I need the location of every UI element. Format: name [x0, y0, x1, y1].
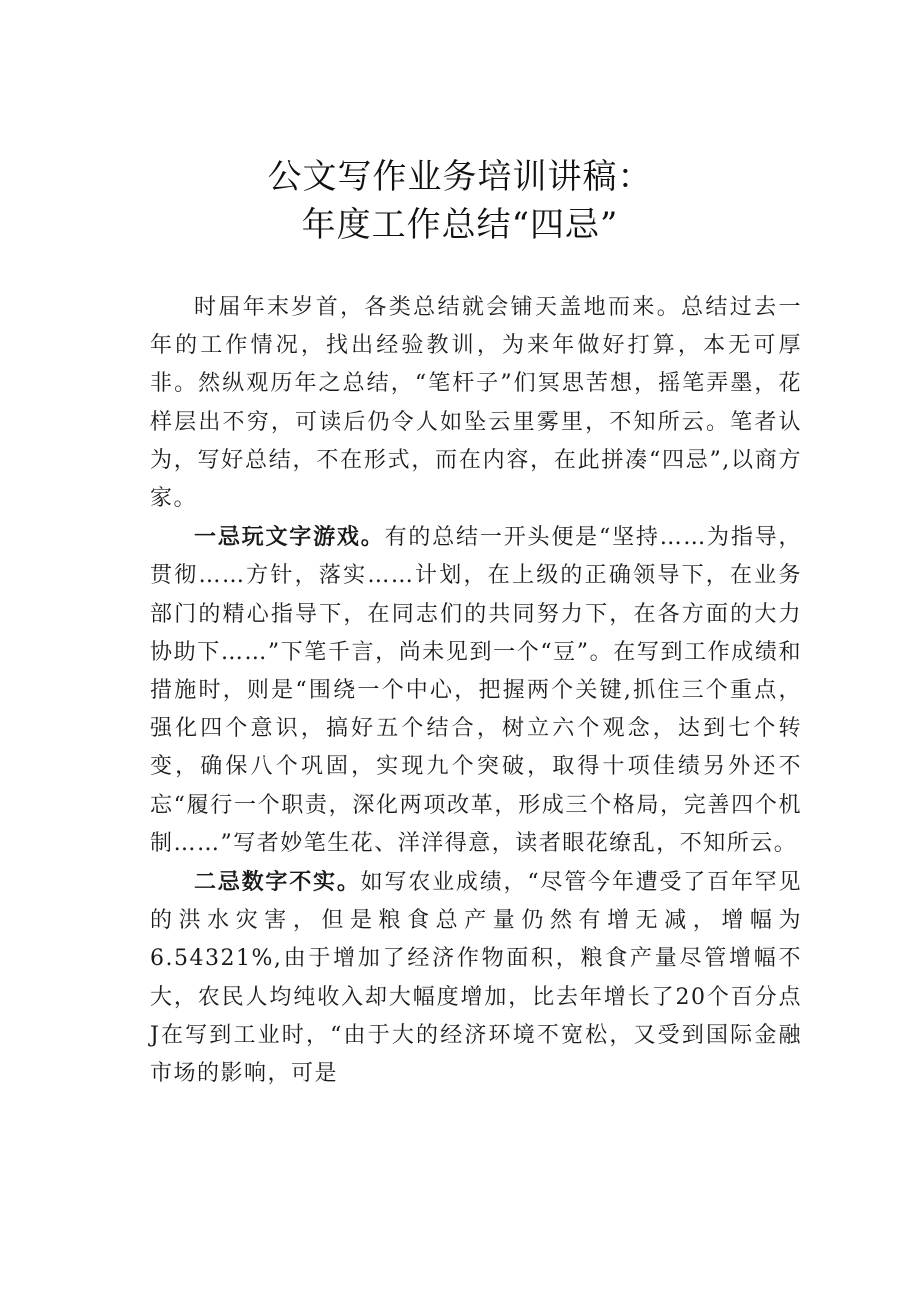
title-line-1: 公文写作业务培训讲稿： — [267, 157, 653, 197]
paragraph-lead-heading: 一忌玩文字游戏。 — [194, 524, 385, 551]
paragraph-text: 有的总结一开头便是“坚持……为指导，贯彻……方针，落实……计划，在上级的正确领导下，在业务部门的精心指导下，在同志们的共同努力下，在各方面的大力协助下……”下笔千言，尚未见到一个“豆”。在写到工作成绩和措施时，则是“围绕一个中心，把握两个关键,抓住三个重点，强化四个意识，搞好五个结合，树立六个观念，达到七个转变，确保八个巩固，实现九个突破，取得十项佳绩另外还不忘“履行一个职责，深化两项改革，形成三个格局，完善四个机制……”写者妙笔生花、洋洋得意，读者眼花缭乱，不知所云。 — [150, 525, 802, 856]
paragraph-text: 如写农业成绩，“尽管今年遭受了百年罕见的洪水灾害，但是粮食总产量仍然有增无减，增幅为6.54321%,由于增加了经济作物面积，粮食产量尽管增幅不大，农民人均纯收入却大幅度增加，比去年增长了20个百分点J在写到工业时，“由于大的经济环境不宽松，又受到国际金融市场的影响，可是 — [150, 870, 802, 1087]
paragraph-taboo-2 — [150, 863, 802, 1093]
paragraph-lead-heading: 二忌数字不实。 — [194, 869, 361, 896]
paragraph-text: 时届年末岁首，各类总结就会铺天盖地而来。总结过去一年的工作情况，找出经验教训，为来年做好打算，本无可厚非。然纵观历年之总结，“笔杆子”们冥思苦想，摇笔弄墨，花样层出不穷，可读后仍令人如坠云里雾里，不知所云。笔者认为，写好总结，不在形式，而在内容，在此拼凑“四忌”,以商方家。 — [150, 295, 802, 512]
document-title — [0, 153, 920, 249]
document-body — [150, 289, 802, 1093]
title-line-2: 年度工作总结“四忌” — [301, 205, 619, 245]
paragraph-taboo-1 — [150, 518, 802, 863]
paragraph-intro — [150, 289, 802, 518]
